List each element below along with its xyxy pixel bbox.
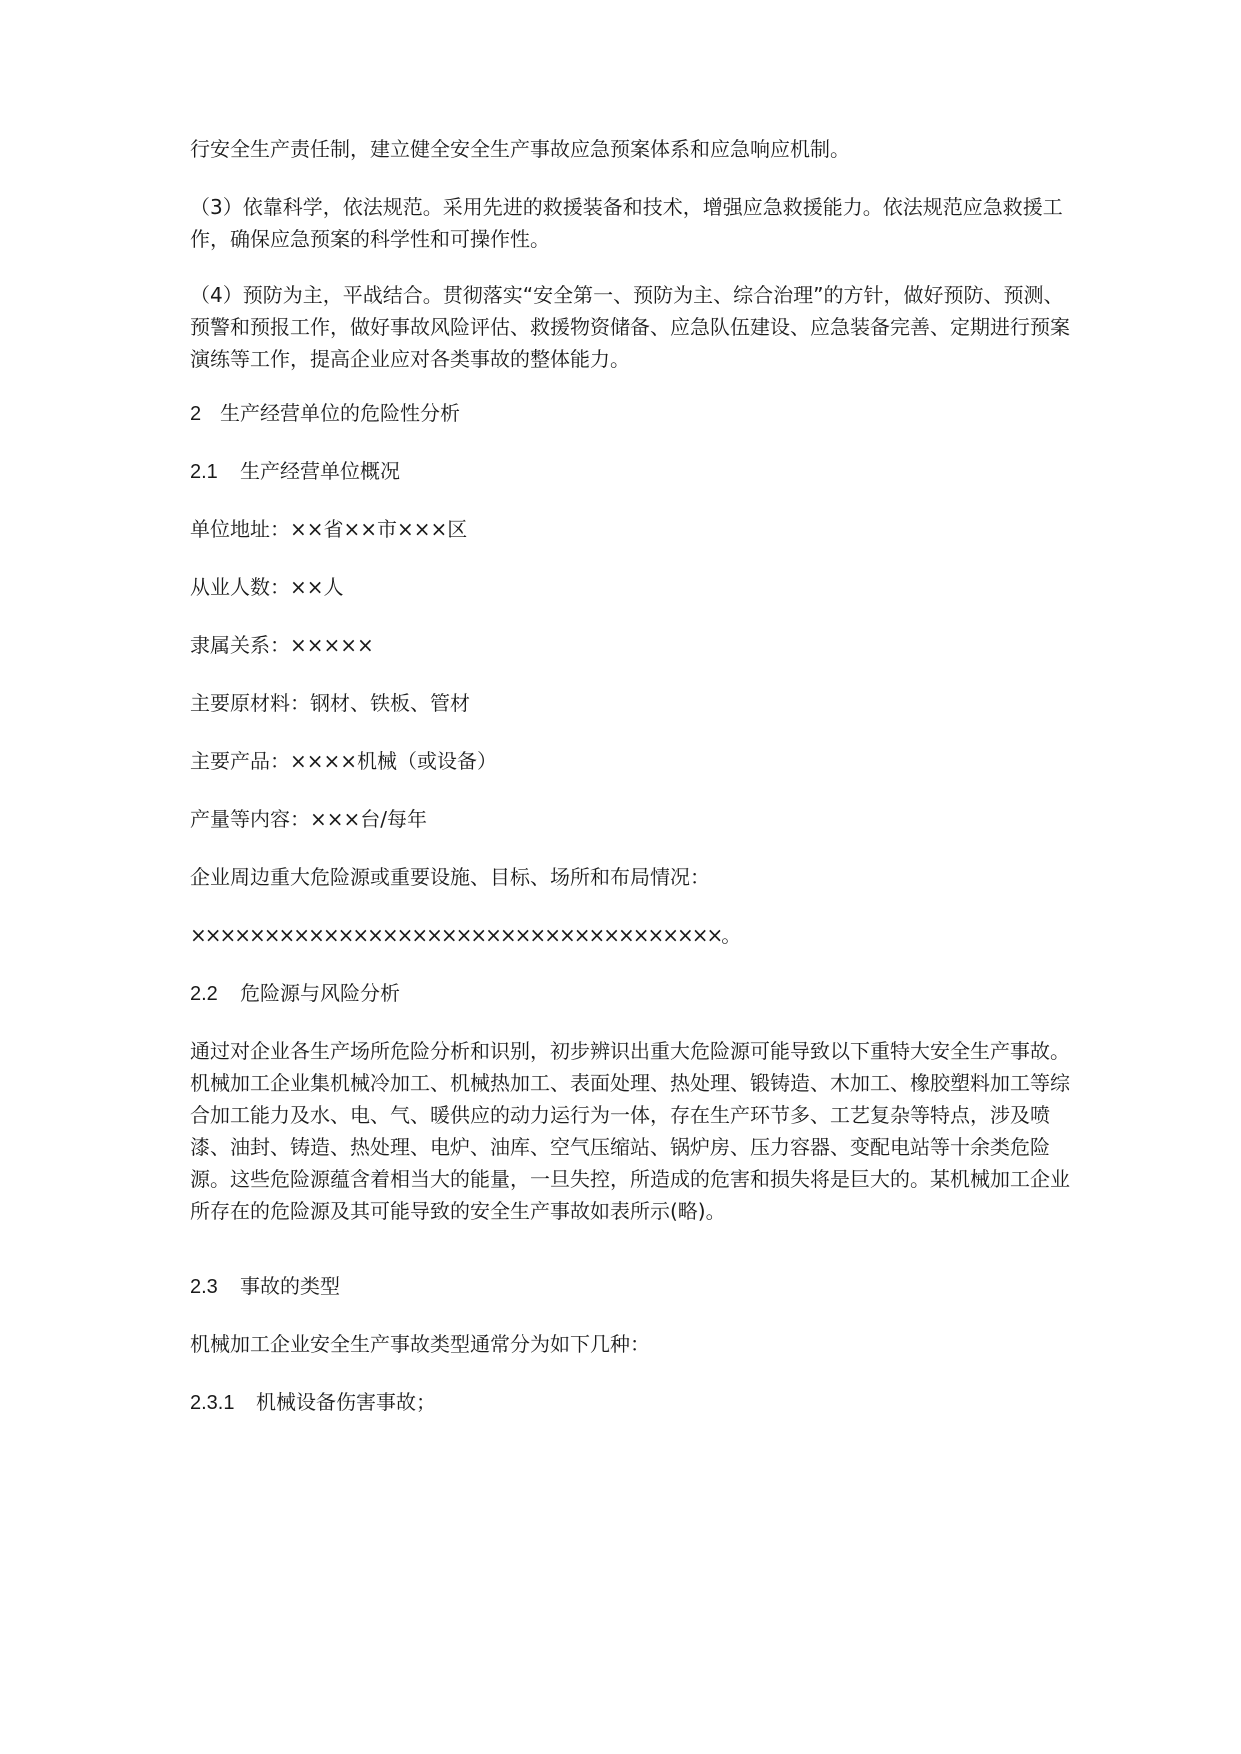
section-title: 生产经营单位的危险性分析: [220, 401, 460, 425]
paragraph-risk-analysis: 通过对企业各生产场所危险分析和识别，初步辨识出重大危险源可能导致以下重特大安全生产事故。机械加工企业集机械冷加工、机械热加工、表面处理、热处理、锻铸造、木加工、橡胶塑料加工等综合加工能力及水、电、气、暖供应的动力运行为一体，存在生产环节多、工艺复杂等特点，涉及喷漆、油封、铸造、热处理、电炉、油库、空气压缩站、锅炉房、压力容器、变配电站等十余类危险源。这些危险源蕴含着相当大的能量，一旦失控，所造成的危害和损失将是巨大的。某机械加工企业所存在的危险源及其可能导致的安全生产事故如表所示(略)。: [190, 1039, 1070, 1223]
paragraph-accident-types-intro: 机械加工企业安全生产事故类型通常分为如下几种：: [190, 1332, 650, 1356]
field-affiliation: 隶属关系：×××××: [190, 633, 374, 657]
section-title: 危险源与风险分析: [240, 981, 400, 1005]
paragraph-principle-3: （3）依靠科学，依法规范。采用先进的救援装备和技术，增强应急救援能力。依法规范应急救援工作，确保应急预案的科学性和可操作性。: [190, 195, 1063, 251]
section-heading-2-3-1: [190, 1386, 436, 1419]
field-products: 主要产品：××××机械（或设备）: [190, 749, 498, 773]
section-number: 2.1: [190, 461, 218, 483]
section-title: 事故的类型: [240, 1274, 340, 1298]
section-number: 2.2: [190, 983, 218, 1005]
section-title: 机械设备伤害事故；: [256, 1390, 436, 1414]
section-heading-2-3: [190, 1270, 340, 1303]
field-surroundings-value: ××××××××××××××××××××××××××××××××××××。: [190, 923, 740, 947]
field-employees: 从业人数：××人: [190, 575, 344, 599]
paragraph-principle-4: （4）预防为主，平战结合。贯彻落实“安全第一、预防为主、综合治理”的方针，做好预防、预测、预警和预报工作，做好事故风险评估、救援物资储备、应急队伍建设、应急装备完善、定期进行预案演练等工作，提高企业应对各类事故的整体能力。: [190, 283, 1070, 371]
section-heading-2-2: [190, 977, 400, 1010]
field-materials: 主要原材料：钢材、铁板、管材: [190, 691, 470, 715]
section-number: 2.3.1: [190, 1392, 235, 1414]
paragraph-intro-tail: 行安全生产责任制，建立健全安全生产事故应急预案体系和应急响应机制。: [190, 137, 850, 161]
section-heading-2: [190, 397, 460, 430]
field-address: 单位地址：××省××市×××区: [190, 517, 468, 541]
section-number: 2: [190, 403, 202, 425]
section-number: 2.3: [190, 1276, 218, 1298]
field-output: 产量等内容：×××台/每年: [190, 807, 428, 831]
section-heading-2-1: [190, 455, 400, 488]
section-title: 生产经营单位概况: [240, 459, 400, 483]
field-surroundings-label: 企业周边重大危险源或重要设施、目标、场所和布局情况：: [190, 865, 710, 889]
